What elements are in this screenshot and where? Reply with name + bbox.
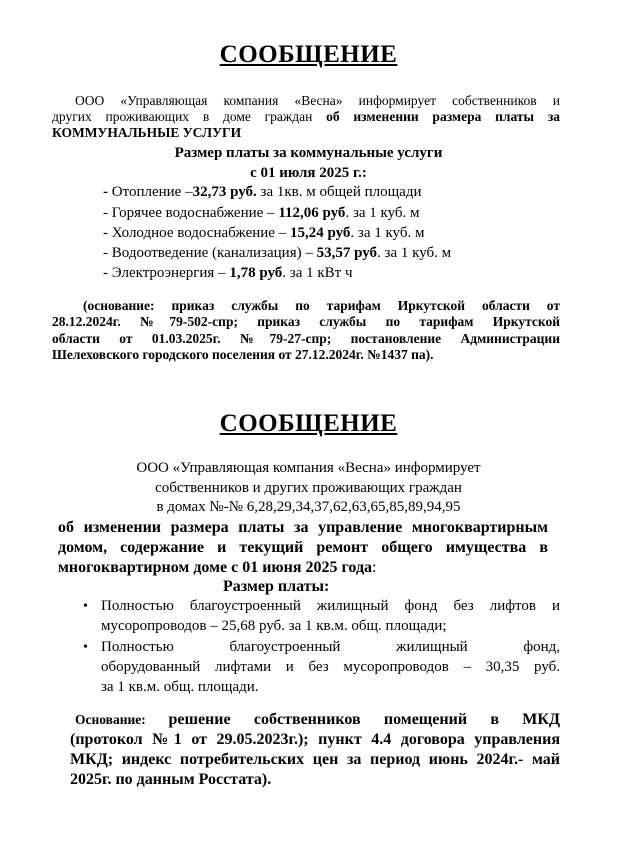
notice2-change-line3-bold: многоквартирном доме с 01 июня 2025 года — [58, 559, 373, 576]
notice2-item2-line2: оборудованный лифтами и без мусоропроводов – 30,35 руб. — [101, 659, 560, 675]
bullet-icon: • — [83, 640, 88, 655]
notice1-heading2: с 01 июля 2025 г.: — [250, 165, 367, 181]
rate-row — [103, 205, 420, 222]
notice2-item1-line1: Полностью благоустроенный жилищный фонд без лифтов и — [101, 598, 560, 614]
notice1-title: СООБЩЕНИЕ — [219, 41, 398, 68]
notice1-basis-line4: Шелеховского городского поселения от 27.12.2024г. №1437 па). — [52, 347, 434, 362]
notice2-change-line1: об изменении размера платы за управление многоквартирным — [58, 519, 548, 536]
rate-unit: за 1кв. м общей площади — [256, 184, 422, 200]
notice2-basis-line4: 2025г. по данным Росстата). — [70, 771, 272, 788]
notice1-basis-line3: области от 01.03.2025г. №79-27-спр; постановление Администрации — [52, 331, 560, 346]
notice2-basis-line3: МКД; индекс потребительских цен за период июнь 2024г.- май — [70, 751, 560, 768]
notice2-intro-line2: собственников и других проживающих граждан — [155, 480, 462, 496]
notice2-item2-line3: за 1 кв.м. общ. площади. — [101, 679, 259, 695]
notice1-intro-line1: ООО «Управляющая компания «Весна» информирует собственников и — [75, 93, 560, 108]
notice2-intro-line1: ООО «Управляющая компания «Весна» информирует — [136, 460, 481, 476]
rate-row — [103, 265, 353, 282]
rate-dash: - — [103, 205, 108, 221]
rate-price: 53,57 руб — [316, 245, 378, 261]
rate-unit: . за 1 куб. м — [350, 225, 425, 241]
rate-price: 32,73 руб. — [192, 184, 257, 200]
rate-dash: - — [103, 265, 108, 281]
rate-name: Горячее водоснабжение – — [108, 205, 279, 221]
bullet-icon: • — [83, 599, 88, 614]
rate-name: Электроэнергия – — [108, 265, 230, 281]
notice1-intro-line2-a: других проживающих в доме граждан — [52, 109, 327, 124]
rate-row — [103, 184, 421, 201]
notice2-item2-line1: Полностью благоустроенный жилищный фонд, — [101, 639, 560, 655]
rate-unit: . за 1 куб. м — [377, 245, 452, 261]
notice2-basis-line1 — [75, 711, 560, 729]
rate-dash: - — [103, 184, 108, 200]
rate-unit: . за 1 кВт ч — [282, 265, 353, 281]
rate-name: Холодное водоснабжение – — [108, 225, 290, 241]
notice1-heading1: Размер платы за коммунальные услуги — [174, 145, 443, 161]
notice2-basis-label: Основание: — [75, 712, 169, 727]
notice2-houses: в домах №-№ 6,28,29,34,37,62,63,65,85,89,94,95 — [156, 499, 461, 515]
notice1-intro-line3: КОММУНАЛЬНЫЕ УСЛУГИ — [52, 125, 242, 140]
rate-row — [103, 245, 451, 262]
rate-price: 112,06 руб — [278, 205, 346, 221]
notice1-intro-line2-b: об изменении размера платы за — [326, 109, 561, 124]
notice2-heading: Размер платы: — [223, 578, 330, 595]
notice2-basis-line1-rest: решение собственников помещений в МКД — [168, 711, 560, 728]
notice1-basis-line1: (основание: приказ службы по тарифам Иркутской области от — [83, 298, 560, 313]
notice2-basis-line2: (протокол №1 от 29.05.2023г.); пункт 4.4 договора управления — [70, 731, 560, 748]
notice1-basis-line2: 28.12.2024г. №79-502-спр; приказ службы по тарифам Иркутской — [52, 314, 560, 329]
rate-price: 15,24 руб — [289, 225, 351, 241]
rate-unit: . за 1 куб. м — [345, 205, 420, 221]
rate-name: Отопление – — [108, 184, 193, 200]
notice1-intro-line2 — [52, 109, 560, 125]
rate-row — [103, 225, 424, 242]
notice2-change-line3 — [58, 559, 376, 577]
rate-dash: - — [103, 245, 108, 261]
notice2-change-line3-tail: : — [372, 559, 377, 576]
rate-name: Водоотведение (канализация) – — [108, 245, 317, 261]
notice2-change-line2: домом, содержание и текущий ремонт общего имущества в — [58, 539, 548, 556]
notice2-title: СООБЩЕНИЕ — [219, 410, 398, 437]
rate-dash: - — [103, 225, 108, 241]
notice2-item1-line2: мусоропроводов – 25,68 руб. за 1 кв.м. общ. площади; — [101, 618, 447, 634]
rate-price: 1,78 руб — [229, 265, 283, 281]
